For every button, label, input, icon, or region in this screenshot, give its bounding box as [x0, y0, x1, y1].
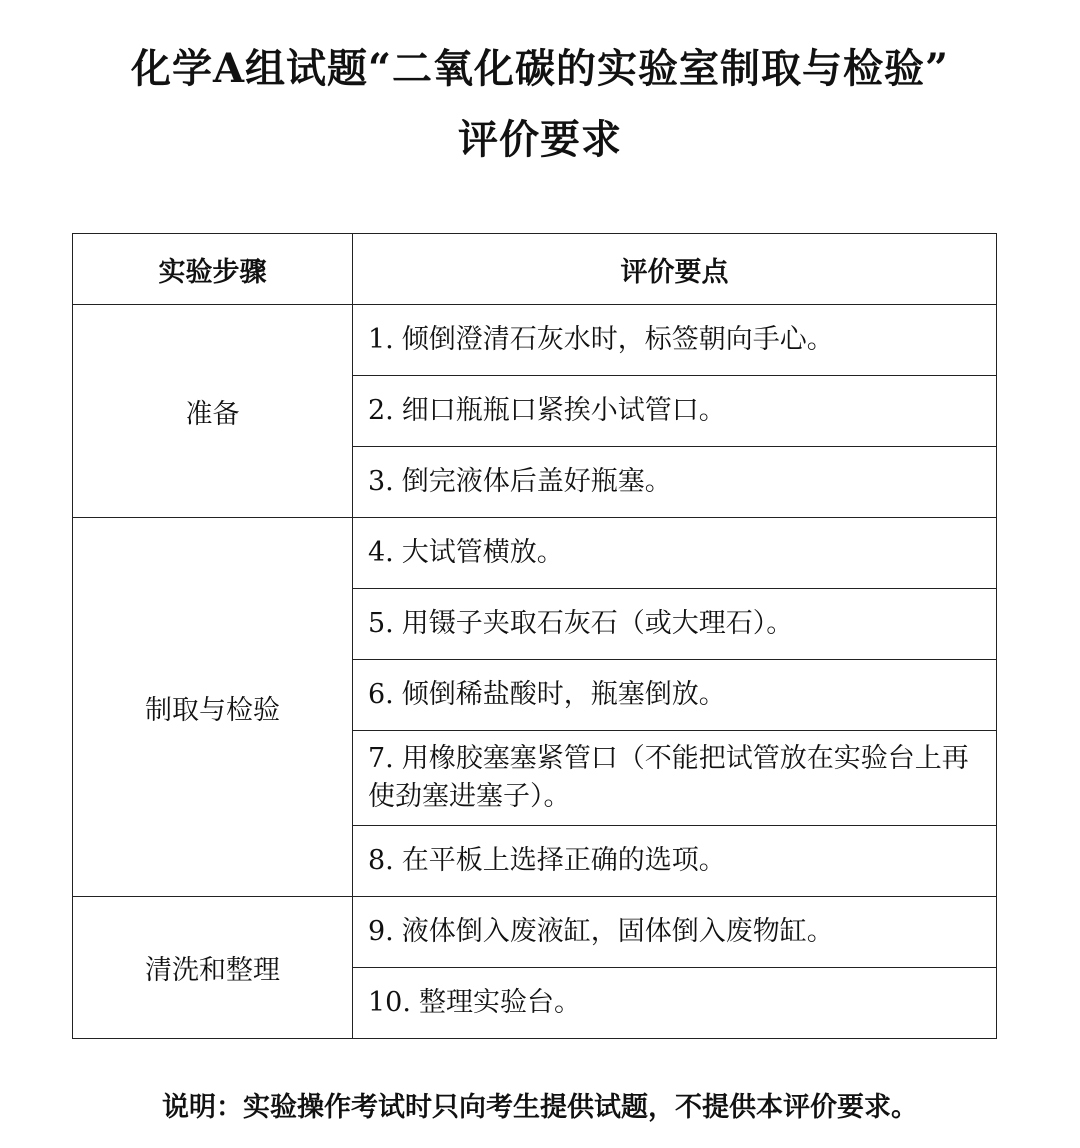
item-number: 4. [368, 537, 394, 568]
document-title-line1: 化学A组试题“二氧化碳的实验室制取与检验” [130, 45, 950, 92]
item-text: 倾倒澄清石灰水时，标签朝向手心。 [401, 324, 834, 355]
footnote: 说明：实验操作考试时只向考生提供试题，不提供本评价要求。 [162, 1092, 918, 1123]
item-text: 倒完液体后盖好瓶塞。 [401, 466, 672, 497]
item-text: 用橡胶塞塞紧管口（不能把试管放在实验台上再使劲塞进塞子）。 [368, 743, 969, 812]
table-header-row [73, 234, 997, 305]
item-text: 在平板上选择正确的选项。 [401, 845, 726, 876]
item-text: 倾倒稀盐酸时，瓶塞倒放。 [401, 679, 726, 710]
point-cell [353, 518, 997, 589]
item-text: 液体倒入废液缸，固体倒入废物缸。 [401, 916, 834, 947]
item-text: 整理实验台。 [418, 987, 581, 1018]
evaluation-table [72, 233, 997, 1039]
step-cell-cleanup: 清洗和整理 [73, 897, 353, 1039]
item-number: 10. [368, 987, 411, 1018]
point-cell [353, 897, 997, 968]
item-number: 6. [368, 679, 394, 710]
item-number: 8. [368, 845, 394, 876]
table-row [73, 305, 997, 376]
table-row [73, 897, 997, 968]
item-text: 细口瓶瓶口紧挨小试管口。 [401, 395, 726, 426]
point-cell [353, 731, 997, 826]
point-cell [353, 376, 997, 447]
item-text: 用镊子夹取石灰石（或大理石）。 [401, 608, 794, 639]
item-number: 5. [368, 608, 394, 639]
document-title-line2: 评价要求 [458, 116, 622, 163]
header-step: 实验步骤 [73, 234, 353, 305]
item-text: 大试管横放。 [401, 537, 564, 568]
item-number: 9. [368, 916, 394, 947]
point-cell [353, 968, 997, 1039]
point-cell [353, 826, 997, 897]
step-cell-produce-test: 制取与检验 [73, 518, 353, 897]
point-cell [353, 447, 997, 518]
step-cell-prepare: 准备 [73, 305, 353, 518]
item-number: 2. [368, 395, 394, 426]
point-cell [353, 305, 997, 376]
point-cell [353, 660, 997, 731]
point-cell [353, 589, 997, 660]
item-number: 1. [368, 324, 394, 355]
table-row [73, 518, 997, 589]
header-points: 评价要点 [353, 234, 997, 305]
item-number: 3. [368, 466, 394, 497]
item-number: 7. [368, 743, 394, 774]
